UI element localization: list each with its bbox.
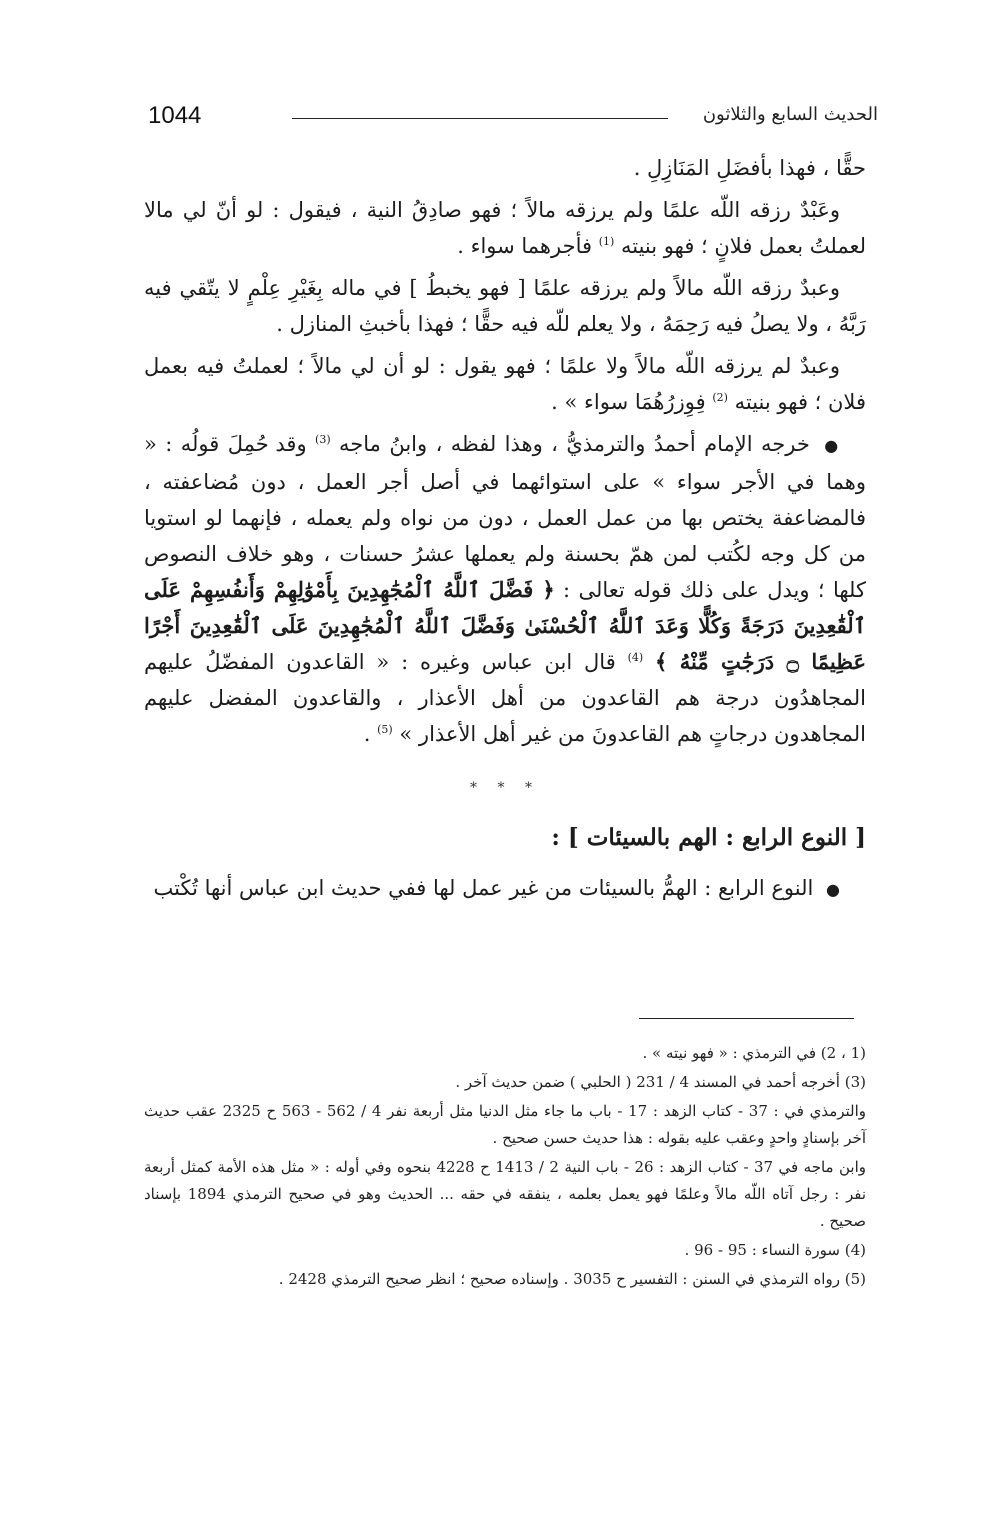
paragraph-4 (144, 348, 866, 420)
paragraph-2 (144, 192, 866, 264)
quran-verse: ﴿ فَضَّلَ ٱللَّهُ ٱلْمُجَٰهِدِينَ بِأَمْوَٰلِهِمْ وَأَنفُسِهِمْ عَلَى ٱلْقَٰعِدِينَ دَرَجَةً وَكُلًّا وَعَدَ ٱللَّهُ ٱلْحُسْنَىٰ وَفَضَّلَ ٱللَّهُ ٱلْمُجَٰهِدِينَ عَلَى ٱلْقَٰعِدِينَ أَجْرًا عَظِيمًا ۝ دَرَجَٰتٍ مِّنْهُ ﴾ (144, 577, 866, 674)
paragraph-5-text-a: خرجه الإمام أحمدُ والترمذيُّ ، وهذا لفظه ، وابنُ ماجه (339, 432, 810, 456)
footnotes (144, 1040, 866, 1295)
paragraph-5-text-c: قال ابن عباس وغيره : « القاعدون المفضّلُ عليهم المجاهدُون درجة هم القاعدون من أهل الأعذار ، والقاعدون المفضل عليهم المجاهدون درجاتٍ هم القاعدونَ من غير أهل الأعذار » (144, 650, 866, 746)
footnote-3: (3) أخرجه أحمد في المسند 4 / 231 ( الحلبي ) ضمن حديث آخر . (455, 1073, 866, 1091)
paragraph-4-text-a: وعبدٌ لم يرزقه اللّه مالاً ولا علمًا ؛ فهو يقول : لو أن لي مالاً ؛ لعملتُ فيه بعمل فلان ؛ فهو بنيته (144, 354, 866, 414)
paragraph-6 (144, 870, 866, 908)
footnote-5: (5) رواه الترمذي في السنن : التفسير ح 3035 . وإسناده صحيح ؛ انظر صحيح الترمذي 2428 . (278, 1270, 866, 1288)
running-title: الحديث السابع والثلاثون (702, 104, 878, 125)
main-text (144, 150, 866, 914)
footnote-marker-2: (2) (712, 391, 728, 404)
header-rule (292, 118, 668, 119)
page-header (140, 98, 878, 138)
paragraph-2-text-a: وعَبْدٌ رزقه اللّه علمًا ولم يرزقه مالاً ؛ فهو صادِقُ النية ، فيقول : لو أنّ لي مالا لعملتُ بعمل فلانٍ ؛ فهو بنيته (144, 198, 866, 258)
paragraph-2-text-b: فأجرهما سواء . (457, 234, 593, 258)
page-number: 1044 (148, 102, 202, 129)
footnote-marker-3: (3) (315, 433, 331, 446)
footnote-3-ibn-majah: وابن ماجه في 37 - كتاب الزهد : 26 - باب النية 2 / 1413 ح 4228 بنحوه وفي أوله : « مثل هذه الأمة كمثل أربعة نفر : رجل آتاه اللّه مالاً وعلمًا فهو يعمل بعلمه ، ينفقه في حقه ... الحديث وهو في صحيح الترمذي 1894 بإسناد صحيح . (144, 1158, 867, 1230)
section-separator: * * * (470, 780, 540, 796)
section-heading: [ النوع الرابع : الهم بالسيئات ] : (551, 824, 866, 851)
paragraph-5 (144, 426, 866, 752)
bullet-icon: ● (826, 880, 840, 899)
footnote-marker-1: (1) (598, 235, 615, 248)
footnote-marker-5: (5) (377, 723, 393, 736)
paragraph-5-text-d: . (363, 722, 371, 746)
paragraph-5-text-b: وقد حُمِلَ قولُه : « وهما في الأجر سواء » على استوائهما في أصل أجر العمل ، دون مُضاعفته ، فالمضاعفة يختص بها من عمل العمل ، دون من نواه ولم يعمله ، فإنهما لو استويا من كل وجه لكُتب لمن همّ بحسنة ولم يعملها عشرُ حسنات ، وهو خلاف النصوص كلها ؛ ويدل على ذلك قوله تعالى : (144, 432, 866, 602)
paragraph-4-text-b: فِوِزرُهُمَا سواء » . (551, 390, 706, 414)
paragraph-1: حقًّا ، فهذا بأفضَلِ المَنَازِلِ . (633, 156, 866, 180)
footnote-1-2: (1 ، 2) في الترمذي : « فهو نيته » . (642, 1044, 866, 1062)
footnote-marker-4: (4) (627, 651, 644, 664)
bullet-icon: ● (824, 436, 840, 455)
paragraph-3: وعبدٌ رزقه اللّه مالاً ولم يرزقه علمًا [ فهو يخبطُ ] في ماله بِغَيْرِ عِلْمٍ لا يتّقي فيه رَبَّهُ ، ولا يصلُ فيه رَحِمَهُ ، ولا يعلم للّه فيه حقًّا ؛ فهذا بأخبثِ المنازل . (144, 276, 866, 336)
footnote-rule (639, 1018, 854, 1019)
footnote-4: (4) سورة النساء : 95 - 96 . (684, 1241, 866, 1259)
footnote-3-tirmidhi: والترمذي في : 37 - كتاب الزهد : 17 - باب ما جاء مثل الدنيا مثل أربعة نفر 4 / 562 - 563 ح 2325 عقب حديث آخر بإسنادٍ واحدٍ وعقب عليه بقوله : هذا حديث حسن صحيح . (144, 1102, 867, 1147)
paragraph-6-text: النوع الرابع : الهمُّ بالسيئات من غير عمل لها ففي حديث ابن عباس أنها تُكْتب (153, 876, 814, 900)
